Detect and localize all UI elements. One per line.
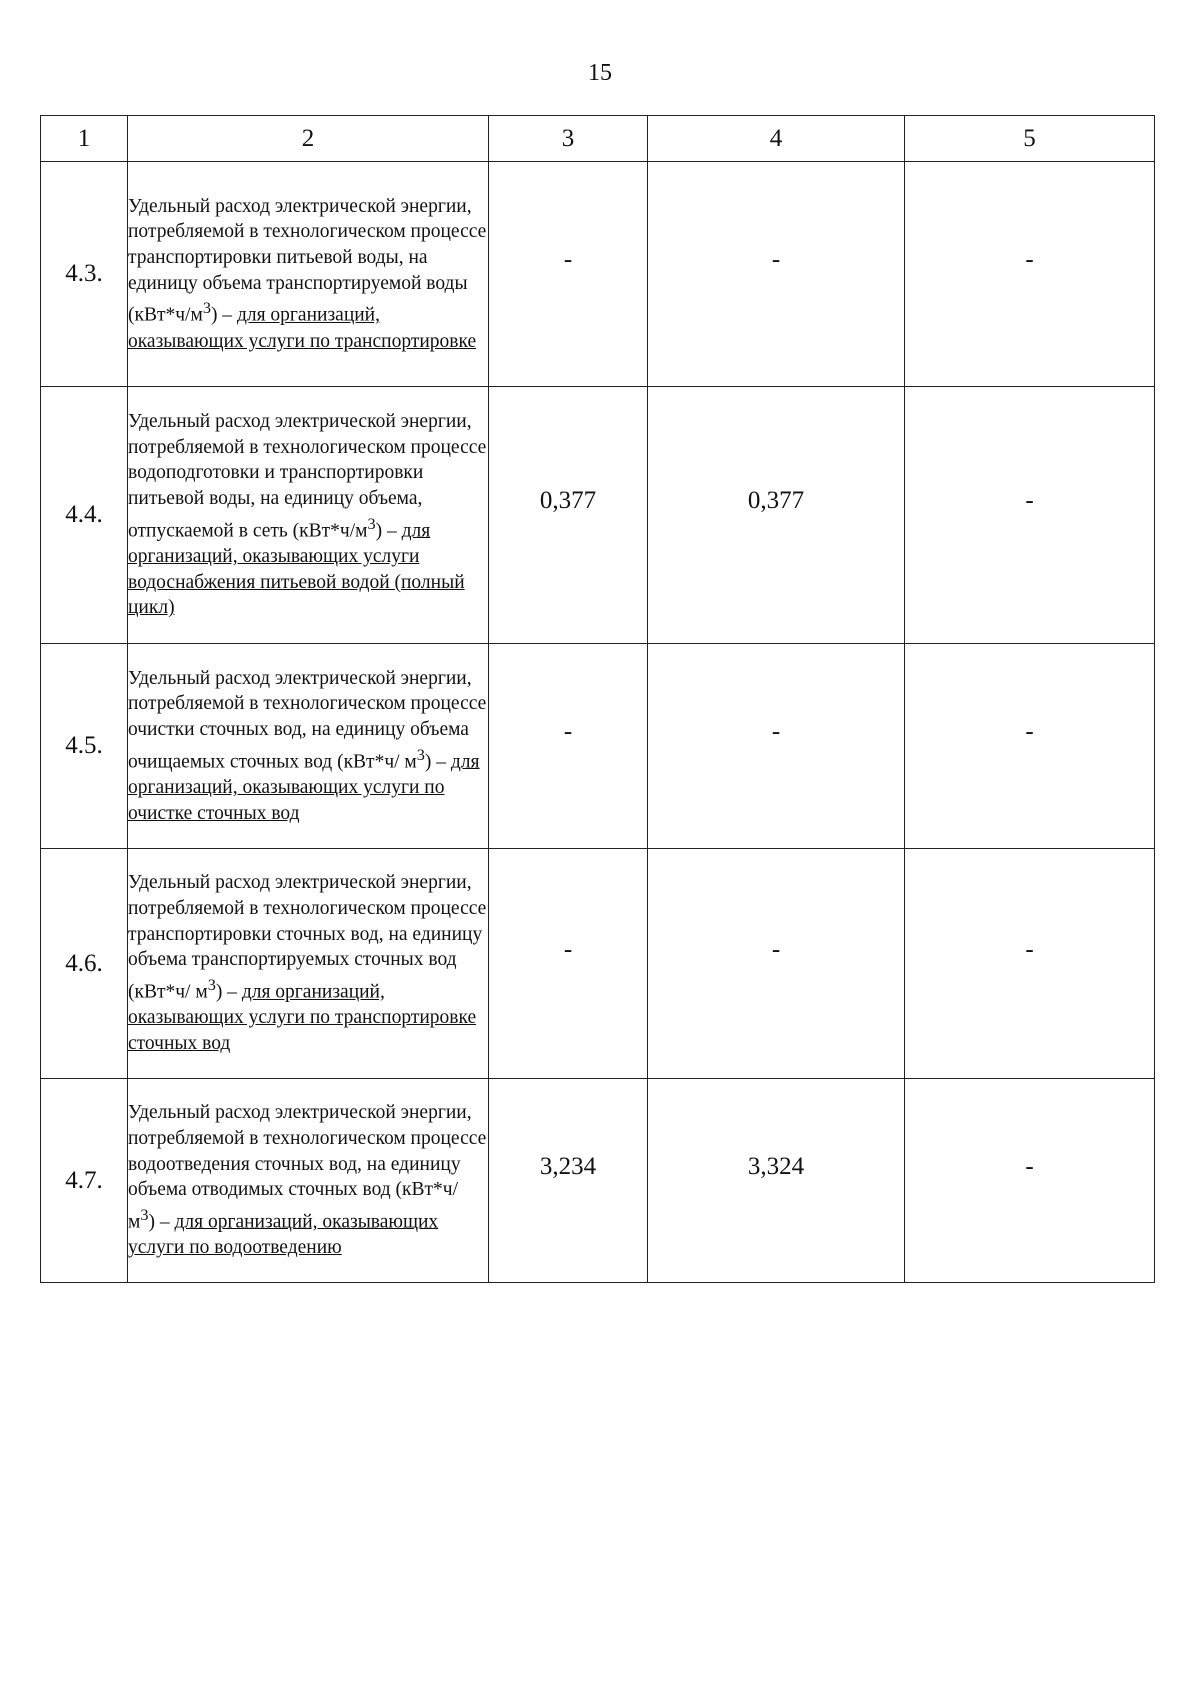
row-value-col4: 3,324 [648, 1079, 905, 1283]
row-value-col3: - [489, 849, 648, 1079]
row-description: Удельный расход электрической энергии, потребляемой в технологическом процессе очистки сточных вод, на единицу объема очищаемых сточных вод (кВт*ч/ $м^3$) – для организаций, оказывающих услуги по очистке сточных вод [128, 644, 489, 849]
table-row [41, 162, 1155, 387]
row-number: 4.7. [41, 1079, 128, 1283]
row-description: Удельный расход электрической энергии, потребляемой в технологическом процессе водоподготовки и транспортировки питьевой воды, на единицу объема, отпускаемой в сеть $(кВт*ч/м^3)$ – для организаций, оказывающих услуги водоснабжения питьевой водой (полный цикл) [128, 387, 489, 644]
header-col-2: 2 [128, 116, 489, 162]
page-number: 15 [588, 60, 612, 86]
table-row [41, 849, 1155, 1079]
row-value-col5: - [905, 162, 1155, 387]
row-value-col5: - [905, 1079, 1155, 1283]
header-col-1: 1 [41, 116, 128, 162]
row-value-col5: - [905, 849, 1155, 1079]
header-col-3: 3 [489, 116, 648, 162]
row-value-col3: 3,234 [489, 1079, 648, 1283]
table-row [41, 644, 1155, 849]
row-description: Удельный расход электрической энергии, потребляемой в технологическом процессе водоотведения сточных вод, на единицу объема отводимых сточных вод (кВт*ч/ $м^3$) – для организаций, оказывающих услуги по водоотведению [128, 1079, 489, 1283]
row-value-col4: - [648, 644, 905, 849]
row-number: 4.6. [41, 849, 128, 1079]
row-number: 4.3. [41, 162, 128, 387]
row-description: Удельный расход электрической энергии, потребляемой в технологическом процессе транспортировки сточных вод, на единицу объема транспортируемых сточных вод (кВт*ч/ $м^3$) – для организаций, оказывающих услуги по транспортировке сточных вод [128, 849, 489, 1079]
header-col-5: 5 [905, 116, 1155, 162]
table-header-row [41, 116, 1155, 162]
row-value-col3: - [489, 644, 648, 849]
table-row [41, 387, 1155, 644]
row-value-col4: 0,377 [648, 387, 905, 644]
row-value-col4: - [648, 162, 905, 387]
row-number: 4.4. [41, 387, 128, 644]
row-value-col5: - [905, 644, 1155, 849]
row-number: 4.5. [41, 644, 128, 849]
row-value-col5: - [905, 387, 1155, 644]
row-description: Удельный расход электрической энергии, потребляемой в технологическом процессе транспортировки питьевой воды, на единицу объема транспортируемой воды $(кВт*ч/м^3)$ – для организаций, оказывающих услуги по транспортировке [128, 162, 489, 387]
table-row [41, 1079, 1155, 1283]
row-value-col3: 0,377 [489, 387, 648, 644]
header-col-4: 4 [648, 116, 905, 162]
indicators-table [40, 115, 1155, 1283]
row-value-col4: - [648, 849, 905, 1079]
row-value-col3: - [489, 162, 648, 387]
